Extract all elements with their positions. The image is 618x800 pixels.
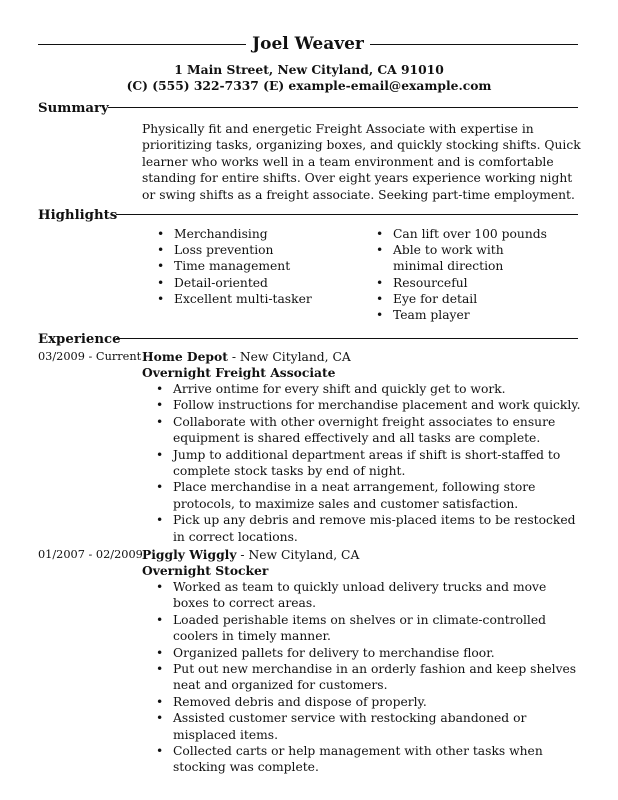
company-location: - New Cityland, CA — [227, 350, 351, 364]
list-item: • Jump to additional department areas if shift is short-staffed to complete stock tasks by end of night. — [156, 447, 581, 480]
list-item: • Excellent multi-tasker — [156, 291, 336, 307]
list-item: • Organized pallets for delivery to merchandise floor. — [156, 645, 581, 661]
job-dates: 03/2009 - Current — [38, 350, 142, 363]
highlights-right-list — [375, 226, 555, 323]
list-item: • Time management — [156, 258, 336, 274]
list-item: • Detail-oriented — [156, 275, 336, 291]
job-dates: 01/2007 - 02/2009 — [38, 548, 143, 561]
summary-heading-row — [38, 101, 578, 117]
experience-rule — [116, 338, 578, 339]
highlights-rule — [116, 214, 578, 215]
summary-text: Physically fit and energetic Freight Associate with expertise in prioritizing tasks, organizing boxes, and quickly stocking shifts. Quick learner who works well in a team environment and is comfortable standing for entire shifts. Over eight years experience working night or swing shifts as a freight associate. Seeking part-time employment. — [142, 122, 581, 202]
list-item: • Merchandising — [156, 226, 336, 242]
list-item: • Follow instructions for merchandise placement and work quickly. — [156, 397, 581, 413]
list-item: • Put out new merchandise in an orderly fashion and keep shelves neat and organized for customers. — [156, 661, 581, 694]
list-item: • Resourceful — [375, 275, 555, 291]
job-company-line — [142, 349, 351, 365]
company-name: Home Depot — [142, 349, 228, 364]
highlights-heading-row — [38, 208, 578, 224]
experience-heading: Experience — [38, 332, 121, 347]
list-item: • Loaded perishable items on shelves or in climate-controlled coolers in timely manner. — [156, 612, 581, 645]
highlights-heading: Highlights — [38, 208, 118, 223]
highlights-left-list — [156, 226, 336, 307]
summary-heading: Summary — [38, 101, 109, 116]
experience-heading-row — [38, 332, 578, 348]
header-rule-left — [38, 44, 246, 45]
address: 1 Main Street, New Cityland, CA 91010 — [174, 62, 444, 77]
applicant-name: Joel Weaver — [252, 34, 364, 54]
list-item: • Team player — [375, 307, 555, 323]
header-rule-right — [370, 44, 578, 45]
name-header — [38, 34, 578, 56]
job-company-line — [142, 547, 359, 563]
list-item: • Collaborate with other overnight freight associates to ensure equipment is shared effectively and all tasks are complete. — [156, 414, 581, 447]
job-bullets — [156, 381, 581, 545]
list-item: • Able to work with minimal direction — [375, 242, 555, 274]
phone-email: (C) (555) 322-7337 (E) example-email@example.com — [126, 78, 492, 93]
list-item: • Assisted customer service with restocking abandoned or misplaced items. — [156, 710, 581, 743]
company-name: Piggly Wiggly — [142, 547, 237, 562]
job-title: Overnight Stocker — [142, 563, 269, 578]
job-title: Overnight Freight Associate — [142, 365, 336, 380]
list-item: • Eye for detail — [375, 291, 555, 307]
list-item: • Can lift over 100 pounds — [375, 226, 555, 242]
company-location: - New Cityland, CA — [236, 548, 360, 562]
job-bullets — [156, 579, 581, 776]
list-item: • Pick up any debris and remove mis-placed items to be restocked in correct locations. — [156, 512, 581, 545]
list-item: • Collected carts or help management with other tasks when stocking was complete. — [156, 743, 581, 776]
summary-rule — [108, 107, 578, 108]
list-item: • Removed debris and dispose of properly. — [156, 694, 581, 710]
list-item: • Loss prevention — [156, 242, 336, 258]
list-item: • Worked as team to quickly unload delivery trucks and move boxes to correct areas. — [156, 579, 581, 612]
list-item: • Place merchandise in a neat arrangement, following store protocols, to maximize sales and customer satisfaction. — [156, 479, 581, 512]
list-item: • Arrive ontime for every shift and quickly get to work. — [156, 381, 581, 397]
